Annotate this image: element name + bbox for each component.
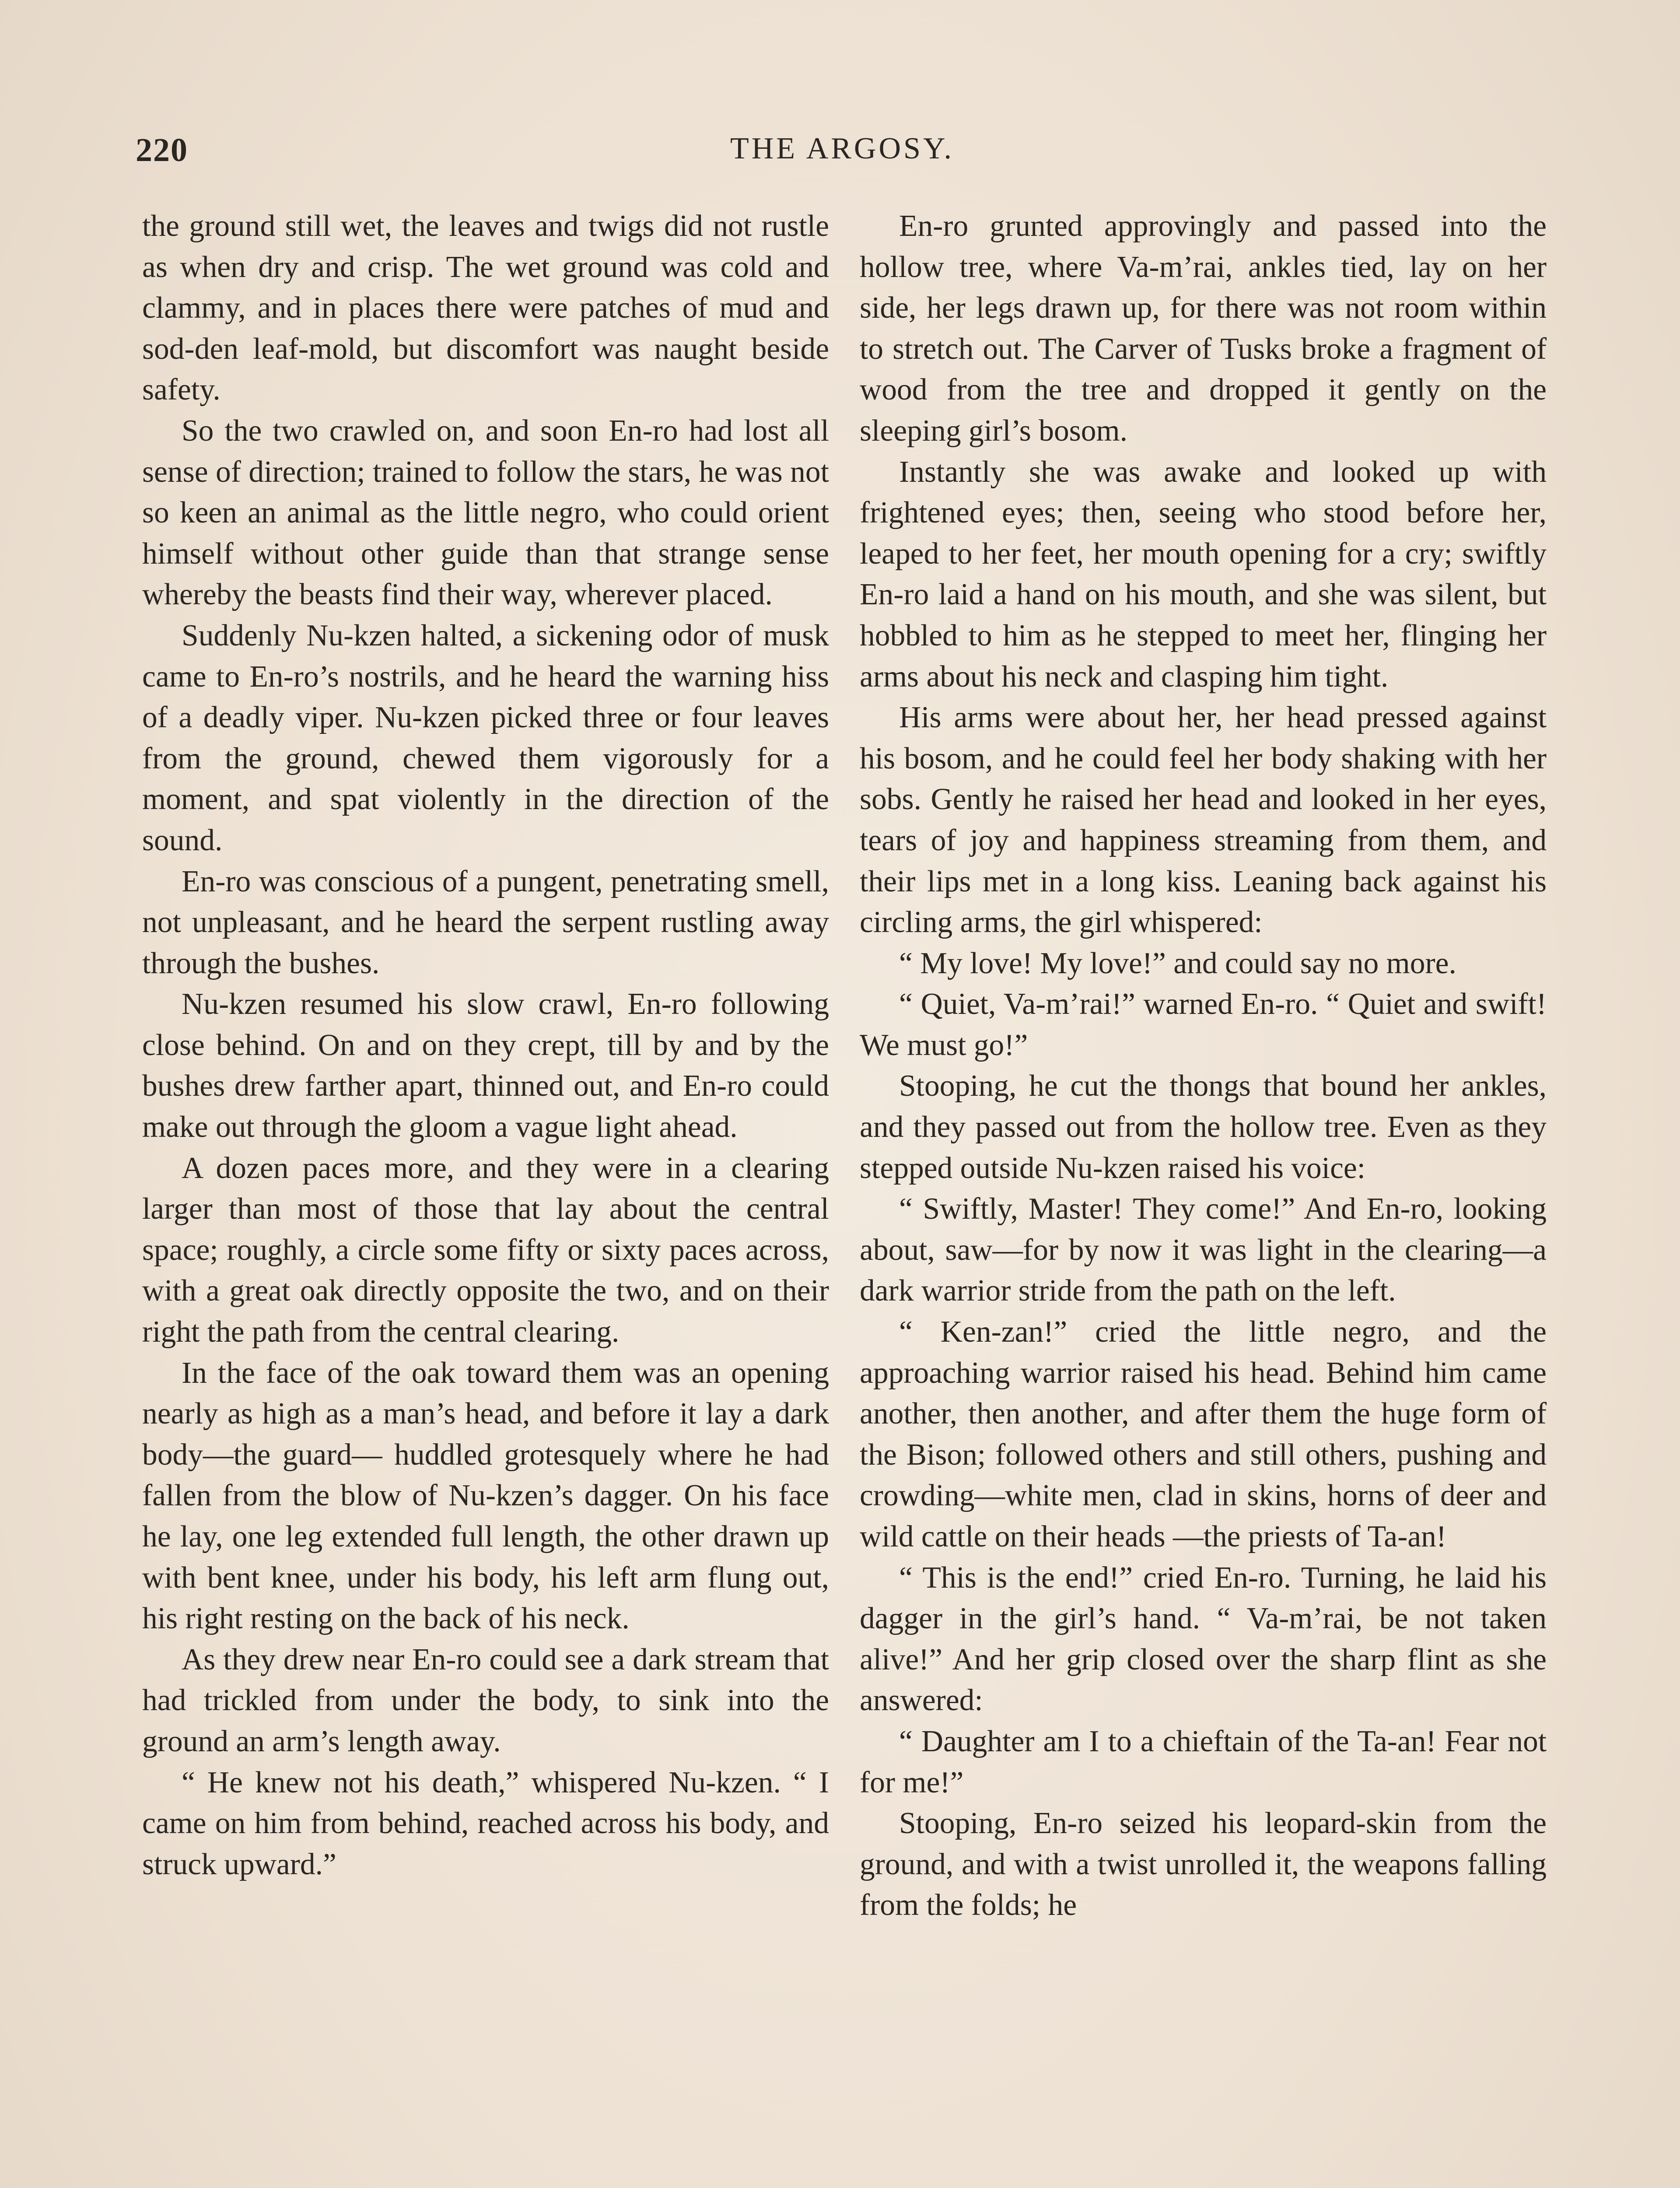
paragraph: His arms were about her, her head pressed against his bosom, and he could feel her body shaking with her sobs. Gently he raised her head and looked in her eyes, tears of joy and happiness streaming from them, and their lips met in a long kiss. Leaning back against his circling arms, the girl whispered: xyxy=(860,701,1547,940)
paragraph: Stooping, En-ro seized his leopard-skin from the ground, and with a twist unrolled it, the weapons falling from the folds; he xyxy=(860,1806,1547,1922)
paragraph: “ Swiftly, Master! They come!” And En-ro, looking about, saw—for by now it was light in the clearing—a dark warrior stride from the path on the left. xyxy=(860,1192,1547,1308)
page-number: 220 xyxy=(136,132,188,168)
paragraph: Nu-kzen resumed his slow crawl, En-ro following close behind. On and on they crept, till by and by the bushes drew farther apart, thinned out, and En-ro could make out through the gloom a vague light ahead. xyxy=(142,987,829,1144)
paragraph: “ Quiet, Va-m’rai!” warned En-ro. “ Quiet and swift! We must go!” xyxy=(860,987,1547,1062)
paragraph: En-ro was conscious of a pungent, penetrating smell, not unpleasant, and he heard the serpent rustling away through the bushes. xyxy=(142,864,829,980)
paragraph: As they drew near En-ro could see a dark stream that had trickled from under the body, to sink into the ground an arm’s length away. xyxy=(142,1642,829,1758)
paragraph: “ My love! My love!” and could say no more. xyxy=(899,946,1456,980)
right-text-column xyxy=(860,206,1547,1926)
paragraph: En-ro grunted approvingly and passed into the hollow tree, where Va-m’rai, ankles tied, lay on her side, her legs drawn up, for there was not room within to stretch out. The Carver of Tusks broke a fragment of wood from the tree and dropped it gently on the sleeping girl’s bosom. xyxy=(860,209,1547,448)
paragraph: “ Daughter am I to a chieftain of the Ta-an! Fear not for me!” xyxy=(860,1724,1547,1799)
paragraph: A dozen paces more, and they were in a clearing larger than most of those that lay about the central space; roughly, a circle some fifty or sixty paces across, with a great oak directly opposite the two, and on their right the path from the central clearing. xyxy=(142,1151,829,1349)
paragraph: “ He knew not his death,” whispered Nu-kzen. “ I came on him from behind, reached across his body, and struck upward.” xyxy=(142,1765,829,1881)
paragraph: Instantly she was awake and looked up with frightened eyes; then, seeing who stood before her, leaped to her feet, her mouth opening for a cry; swiftly En-ro laid a hand on his mouth, and she was silent, but hobbled to him as he stepped to meet her, flinging her arms about his neck and clasping him tight. xyxy=(860,455,1547,694)
paragraph: the ground still wet, the leaves and twigs did not rustle as when dry and crisp. The wet ground was cold and clammy, and in places there were patches of mud and sod-den leaf-mold, but discomfort was naught beside safety. xyxy=(142,209,829,407)
left-text-column xyxy=(142,206,829,1885)
paragraph: Suddenly Nu-kzen halted, a sickening odor of musk came to En-ro’s nostrils, and he heard the warning hiss of a deadly viper. Nu-kzen picked three or four leaves from the ground, chewed them vigorously for a moment, and spat violently in the direction of the sound. xyxy=(142,618,829,857)
running-head: THE ARGOSY. xyxy=(730,132,954,165)
paragraph: So the two crawled on, and soon En-ro had lost all sense of direction; trained to follow the stars, he was not so keen an animal as the little negro, who could orient himself without other guide than that strange sense whereby the beasts find their way, wherever placed. xyxy=(142,414,829,612)
paragraph: Stooping, he cut the thongs that bound her ankles, and they passed out from the hollow tree. Even as they stepped outside Nu-kzen raised his voice: xyxy=(860,1069,1547,1185)
paragraph: “ This is the end!” cried En-ro. Turning, he laid his dagger in the girl’s hand. “ Va-m’rai, be not taken alive!” And her grip closed over the sharp flint as she answered: xyxy=(860,1560,1547,1718)
paragraph: In the face of the oak toward them was an opening nearly as high as a man’s head, and before it lay a dark body—the guard— huddled grotesquely where he had fallen from the blow of Nu-kzen’s dagger. On his face he lay, one leg extended full length, the other drawn up with bent knee, under his body, his left arm flung out, his right resting on the back of his neck. xyxy=(142,1356,829,1636)
paragraph: “ Ken-zan!” cried the little negro, and the approaching warrior raised his head. Behind him came another, then another, and after them the huge form of the Bison; followed others and still others, pushing and crowding—white men, clad in skins, horns of deer and wild cattle on their heads —the priests of Ta-an! xyxy=(860,1315,1547,1553)
page-header xyxy=(136,131,1549,184)
